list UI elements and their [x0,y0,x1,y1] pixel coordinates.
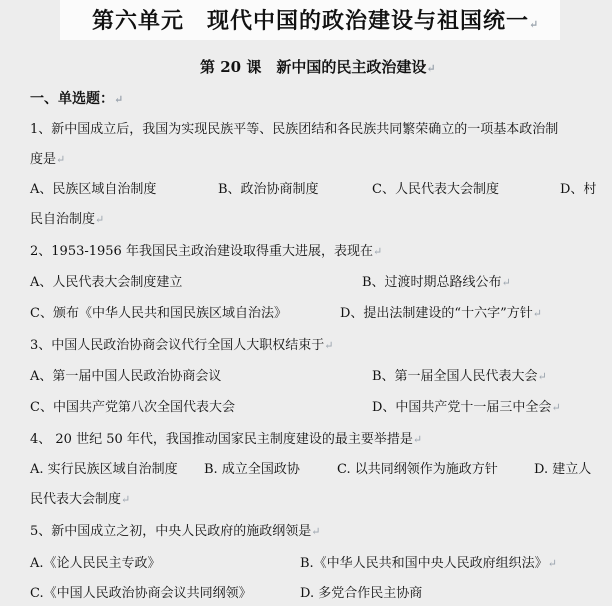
q4-stem [30,430,422,450]
section-heading [30,88,123,108]
paragraph-mark-icon: ↵ [551,401,561,414]
q3-option-a: A、第一届中国人民政治协商会议 [30,369,222,384]
lesson-title [200,56,436,77]
q2-option-b-text: B、过渡时期总路线公布 [362,275,502,290]
q5-option-c: C.《中国人民政治协商会议共同纲领》 [30,586,252,601]
q3-stem-text: 3、中国人民政治协商会议代行全国人大职权结束于 [30,338,325,353]
q1-option-b: B、政治协商制度 [218,182,319,197]
q3-option-c: C、中国共产党第八次全国代表大会 [30,400,235,415]
paragraph-mark-icon: ↵ [501,276,511,289]
paragraph-mark-icon: ↵ [547,557,557,570]
q5-option-a: A.《论人民民主专政》 [30,556,161,571]
lesson-title-text: 第 20 课 新中国的民主政治建设 [200,58,427,76]
q1-stem-line2 [30,150,65,170]
q4-option-d-line2-text: 民代表大会制度 [30,492,122,507]
paragraph-mark-icon: ↵ [372,245,383,258]
q4-stem-text: 4、 20 世纪 50 年代，我国推动国家民主制度建设的最主要举措是 [30,432,413,447]
q5-stem-text: 5、新中国成立之初，中央人民政府的施政纲领是 [30,524,312,539]
q5-option-d: D. 多党合作民主协商 [300,586,423,601]
q1-stem-line2-text: 度是 [30,152,57,167]
q4-option-d-line1: D. 建立人 [534,462,592,477]
q2-option-b [362,273,511,293]
q2-stem [30,242,382,262]
q3-option-d [372,398,561,418]
q1-option-c: C、人民代表大会制度 [372,182,499,197]
section-heading-text: 一、单选题： [30,91,114,107]
paragraph-mark-icon: ↵ [311,525,321,538]
q1-stem-line1: 1、新中国成立后，我国为实现民族平等、民族团结和各民族共同繁荣确立的一项基本政治制 [30,122,559,137]
q1-option-d-line1: D、村 [560,182,597,197]
paragraph-mark-icon: ↵ [412,433,423,446]
q2-option-a: A、人民代表大会制度建立 [30,275,183,290]
q4-option-c: C. 以共同纲领作为施政方针 [337,462,498,477]
paragraph-mark-icon: ↵ [324,339,334,352]
paragraph-mark-icon: ↵ [537,370,547,383]
q5-stem [30,522,321,542]
q5-option-b-text: B.《中华人民共和国中央人民政府组织法》 [300,556,548,571]
q4-option-b: B. 成立全国政协 [204,462,300,477]
q3-option-b-text: B、第一届全国人民代表大会 [372,369,538,384]
q3-option-b [372,367,547,387]
unit-title [92,4,539,35]
q2-option-d-text: D、提出法制建设的“十六字”方针 [340,306,533,321]
q1-option-d-line2 [30,210,104,230]
q5-option-b [300,554,557,574]
q2-option-d [340,304,542,324]
paragraph-mark-icon: ↵ [114,93,124,106]
paragraph-mark-icon: ↵ [121,493,131,506]
unit-title-text: 第六单元 现代中国的政治建设与祖国统一 [92,8,530,34]
paragraph-mark-icon: ↵ [95,213,105,226]
q2-stem-text: 2、1953-1956 年我国民主政治建设取得重大进展，表现在 [30,244,373,259]
q1-option-d-line2-text: 民自治制度 [30,212,96,227]
q3-stem [30,336,334,356]
q1-option-a: A、民族区域自治制度 [30,182,157,197]
q3-option-d-text: D、中国共产党十一届三中全会 [372,400,552,415]
q4-option-a: A. 实行民族区域自治制度 [30,462,178,477]
paragraph-mark-icon: ↵ [56,153,66,166]
paragraph-mark-icon: ↵ [426,62,436,75]
q2-option-c: C、颁布《中华人民共和国民族区域自治法》 [30,306,287,321]
q4-option-d-line2 [30,490,130,510]
paragraph-mark-icon: ↵ [532,307,542,320]
paragraph-mark-icon: ↵ [529,18,540,31]
